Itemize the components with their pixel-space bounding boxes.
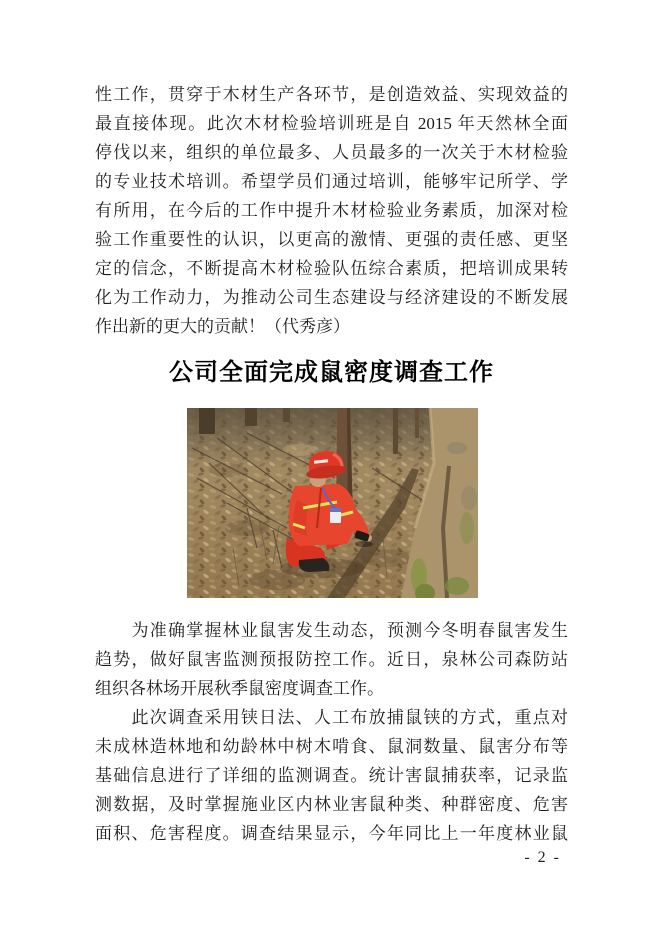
text-line: 性工作，贯穿于木材生产各环节，是创造效益、实现效益的 xyxy=(95,85,568,104)
boot xyxy=(299,558,330,572)
article-body xyxy=(95,616,568,848)
text-line: 测数据，及时掌握施业区内林业害鼠种类、种群密度、危害 xyxy=(95,795,568,814)
text-line: 有所用，在今后的工作中提升木材检验业务素质，加深对检 xyxy=(95,201,568,220)
text-line: 的专业技术培训。希望学员们通过培训，能够牢记所学、学 xyxy=(95,172,568,191)
paragraph-survey-purpose xyxy=(95,616,568,703)
text-line: 此次调查采用铗日法、人工布放捕鼠铗的方式，重点对 xyxy=(95,708,568,727)
paragraph-survey-method xyxy=(95,703,568,848)
text-line: 最直接体现。此次木材检验培训班是自 2015 年天然林全面 xyxy=(95,114,568,133)
text-line: 组织各林场开展秋季鼠密度调查工作。 xyxy=(95,679,384,698)
text-line: 基础信息进行了详细的监测调查。统计害鼠捕获率，记录监 xyxy=(95,766,568,785)
article-title: 公司全面完成鼠密度调查工作 xyxy=(169,359,494,386)
paragraph-training-conclusion xyxy=(95,80,568,341)
article-photo xyxy=(187,408,478,598)
text-line: 未成林造林地和幼龄林中树木啃食、鼠洞数量、鼠害分布等 xyxy=(95,737,568,756)
forest-scene-illustration xyxy=(187,408,478,598)
page-number: - 2 - xyxy=(524,849,561,866)
tree-trunk xyxy=(199,408,215,434)
text-line: 为准确掌握林业鼠害发生动态，预测今冬明春鼠害发生 xyxy=(95,621,568,640)
text-line: 作出新的更大的贡献！（代秀彦） xyxy=(95,317,350,336)
text-line: 化为工作动力，为推动公司生态建设与经济建设的不断发展 xyxy=(95,288,568,307)
paragraph-lines xyxy=(95,80,568,341)
text-line: 停伐以来，组织的单位最多、人员最多的一次关于木材检验 xyxy=(95,143,568,162)
text-line: 定的信念，不断提高木材检验队伍综合素质，把培训成果转 xyxy=(95,259,568,278)
text-line: 面积、危害程度。调查结果显示，今年同比上一年度林业鼠 xyxy=(95,824,568,843)
text-line: 验工作重要性的认识，以更高的激情、更强的责任感、更坚 xyxy=(95,230,568,249)
text-line: 趋势，做好鼠害监测预报防控工作。近日，泉林公司森防站 xyxy=(95,650,568,669)
